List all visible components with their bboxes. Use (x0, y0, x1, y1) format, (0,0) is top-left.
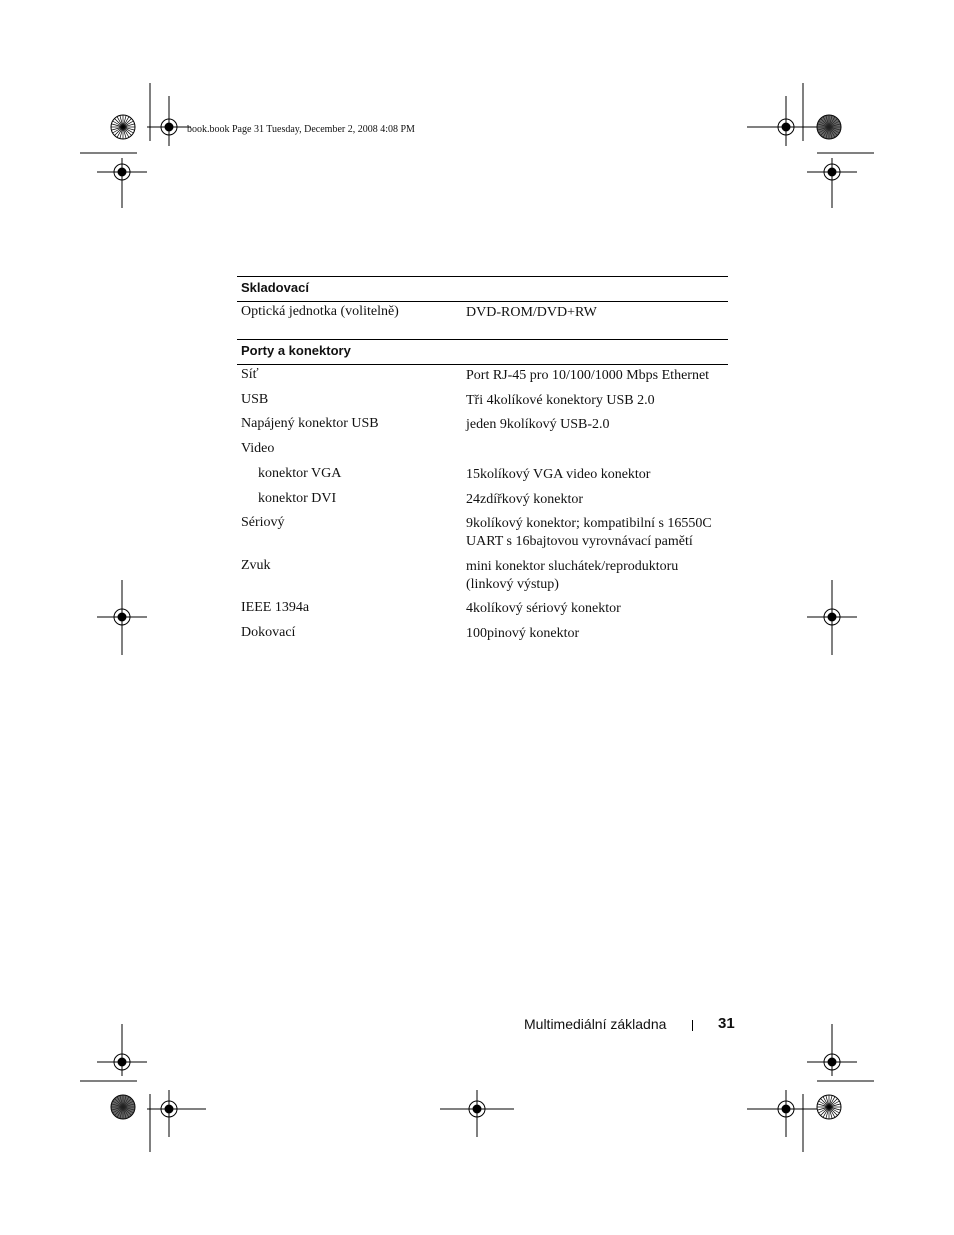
spec-label: Napájený konektor USB (241, 416, 379, 431)
spec-label: Optická jednotka (volitelně) (241, 304, 399, 319)
section-title-storage: Skladovací (241, 280, 309, 295)
spec-value: 9kolíkový konektor; kompatibilní s 16550C UART s 16bajtovou vyrovnávací pamětí (466, 516, 712, 549)
spec-label: konektor DVI (258, 491, 337, 506)
spec-label: Zvuk (241, 558, 271, 573)
spec-value: 15kolíkový VGA video konektor (466, 467, 651, 482)
spec-value: Port RJ-45 pro 10/100/1000 Mbps Ethernet (466, 368, 710, 383)
table-rule (237, 276, 728, 277)
color-bar-icon (111, 1095, 135, 1119)
footer-separator (692, 1020, 693, 1031)
table-rule (237, 301, 728, 302)
spec-value: mini konektor sluchátek/reproduktoru (linkový výstup) (466, 559, 679, 592)
spec-label: IEEE 1394a (241, 600, 310, 615)
spec-value: 4kolíkový sériový konektor (466, 601, 621, 616)
section-title-ports: Porty a konektory (241, 343, 351, 358)
spec-value: 24zdířkový konektor (466, 492, 584, 507)
page-number: 31 (718, 1015, 735, 1032)
spec-value: jeden 9kolíkový USB-2.0 (466, 417, 610, 432)
color-bar-icon (817, 1095, 841, 1119)
spec-label: Dokovací (241, 625, 296, 640)
print-slug: book.book Page 31 Tuesday, December 2, 2008 4:08 PM (187, 124, 415, 135)
footer-section-title: Multimediální základna (524, 1016, 667, 1032)
spec-label: Síť (241, 367, 259, 382)
spec-label: Video (241, 441, 275, 456)
spec-label: Sériový (241, 515, 285, 530)
table-rule (237, 364, 728, 365)
table-rule (237, 339, 728, 340)
color-bar-icon (817, 115, 841, 139)
spec-label: USB (241, 392, 269, 407)
spec-value: 100pinový konektor (466, 626, 580, 641)
spec-value: DVD-ROM/DVD+RW (466, 305, 597, 320)
spec-value: Tři 4kolíkové konektory USB 2.0 (466, 393, 655, 408)
color-bar-icon (111, 115, 135, 139)
spec-label: konektor VGA (258, 466, 342, 481)
